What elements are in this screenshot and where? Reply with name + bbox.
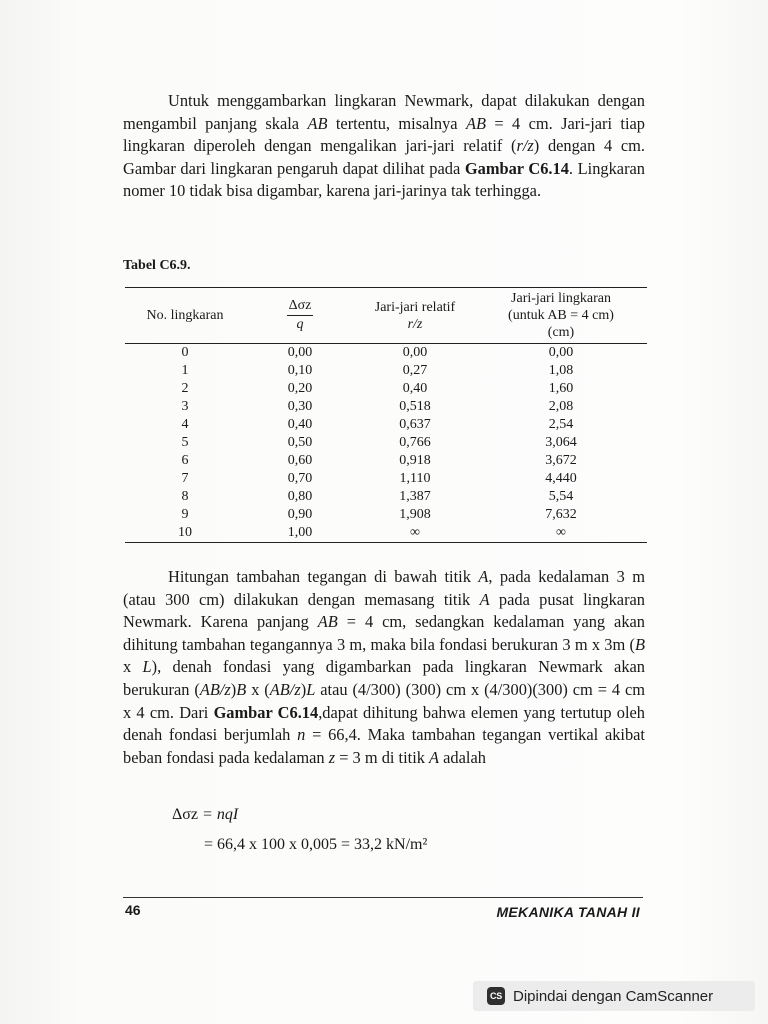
table-cell: 0,00 bbox=[402, 345, 428, 360]
table-cell: 4 bbox=[181, 417, 189, 432]
table-row bbox=[125, 470, 647, 488]
table-cell: 0,20 bbox=[287, 381, 313, 396]
table-row bbox=[125, 524, 647, 543]
table-row bbox=[125, 398, 647, 416]
text-run: B bbox=[236, 679, 247, 699]
table-row bbox=[125, 344, 647, 363]
table-cell: 0,00 bbox=[548, 345, 574, 360]
table-cell: 0,00 bbox=[287, 345, 313, 360]
text-run: , pada kedalaman 3 m (atau 300 cm) dilakukan dengan memasang titik bbox=[123, 567, 645, 609]
text-run: ,dapat dihitung bahwa elemen yang tertutup oleh denah fondasi berjumlah bbox=[123, 702, 645, 745]
text-run: AB bbox=[317, 612, 338, 632]
fraction-denominator: q bbox=[296, 317, 304, 332]
table-cell: 1,00 bbox=[287, 525, 313, 540]
table-row bbox=[125, 380, 647, 398]
table-cell: 3,672 bbox=[545, 453, 577, 468]
watermark-text: Dipindai dengan CamScanner bbox=[513, 987, 714, 1005]
table-cell: 6 bbox=[181, 453, 189, 468]
paragraph-calculation bbox=[123, 566, 645, 769]
table-cell: 0,637 bbox=[399, 417, 431, 432]
text-run: ) bbox=[300, 679, 307, 699]
text-run: adalah bbox=[439, 747, 486, 767]
header-line: Jari-jari lingkaran bbox=[511, 291, 611, 306]
text-run: . Lingkaran nomer 10 tidak bisa digambar, karena jari-jarinya tak terhingga. bbox=[123, 158, 646, 201]
text-run: A bbox=[429, 747, 440, 767]
table-row bbox=[125, 452, 647, 470]
table-cell: 1,387 bbox=[399, 489, 431, 504]
table-cell: ∞ bbox=[556, 525, 566, 540]
text-run: = 4 cm. Jari-jari tiap lingkaran diperoleh dengan mengalikan jari-jari relatif ( bbox=[123, 113, 645, 156]
header-stress-ratio bbox=[245, 288, 355, 344]
footer-divider bbox=[123, 897, 643, 898]
text-run: Hitungan tambahan tegangan di bawah titik bbox=[168, 567, 479, 586]
text-run: L bbox=[306, 679, 316, 699]
table-cell: 0,50 bbox=[287, 435, 313, 450]
paragraph-intro bbox=[123, 90, 645, 203]
table-cell: 1,08 bbox=[548, 363, 574, 378]
text-run: AB/z bbox=[199, 679, 231, 699]
formula-lhs: Δσz bbox=[172, 806, 199, 823]
text-run: B bbox=[634, 634, 645, 654]
table-cell: 0,80 bbox=[287, 489, 313, 504]
table-cell: 9 bbox=[181, 507, 189, 522]
text-run: ), denah fondasi yang digambarkan pada lingkaran Newmark akan berukuran ( bbox=[123, 657, 646, 699]
table-cell: 0,40 bbox=[402, 381, 428, 396]
table-row bbox=[125, 488, 647, 506]
table-cell: 7 bbox=[181, 471, 189, 486]
table-cell: 0,40 bbox=[287, 417, 313, 432]
table-cell: 5 bbox=[181, 435, 189, 450]
table-row bbox=[125, 506, 647, 524]
table-cell: 0,518 bbox=[399, 399, 431, 414]
text-run: AB bbox=[307, 113, 328, 133]
book-title: MEKANIKA TANAH II bbox=[496, 904, 640, 920]
text-run: AB/z bbox=[269, 679, 301, 699]
header-relative-radius bbox=[355, 288, 475, 344]
text-run: Untuk menggambarkan lingkaran Newmark, dapat dilakukan dengan mengambil panjang skala bbox=[123, 91, 645, 133]
table-cell: 1,60 bbox=[548, 381, 574, 396]
newmark-table bbox=[125, 287, 647, 543]
table-cell: 0,918 bbox=[399, 453, 431, 468]
header-line: r/z bbox=[407, 316, 423, 332]
text-run: ) dengan 4 cm. Gambar dari lingkaran pengaruh dapat dilihat pada bbox=[123, 136, 645, 178]
table-cell: 7,632 bbox=[545, 507, 577, 522]
text-run: = 3 m di titik bbox=[335, 747, 430, 767]
table-header-row bbox=[125, 288, 647, 344]
table-cell: 1 bbox=[181, 363, 189, 378]
text-run: x ( bbox=[246, 679, 270, 699]
text-run: ) bbox=[230, 679, 237, 699]
table-cell: 1,110 bbox=[399, 471, 431, 486]
table-cell: 3 bbox=[181, 399, 189, 414]
table-cell: 0,766 bbox=[399, 435, 431, 450]
table-cell: 0 bbox=[181, 345, 189, 360]
header-line: Jari-jari relatif bbox=[374, 299, 456, 315]
text-run: = 4 cm, sedangkan kedalaman yang akan dihitung tambahan tegangannya 3 m, maka bila fondasi berukuran 3 m x 3m ( bbox=[123, 612, 645, 654]
header-circle-radius bbox=[475, 288, 647, 344]
table-cell: 10 bbox=[178, 525, 192, 540]
figure-reference: Gambar C6.14 bbox=[464, 158, 569, 178]
text-run: = 66,4. Maka tambahan tegangan vertikal akibat beban fondasi pada kedalaman bbox=[123, 725, 645, 767]
camscanner-logo-icon: CS bbox=[487, 987, 505, 1005]
table-cell: 0,27 bbox=[402, 363, 428, 378]
table-cell: 0,70 bbox=[287, 471, 313, 486]
table-row bbox=[125, 362, 647, 380]
table-caption: Tabel C6.9. bbox=[123, 258, 191, 273]
text-run: atau (4/300) (300) cm x (4/300)(300) cm = 4 cm x 4 cm. Dari bbox=[123, 679, 645, 722]
table-cell: 0,90 bbox=[287, 507, 313, 522]
formula-rhs: = nqI bbox=[198, 806, 239, 823]
text-run: pada pusat lingkaran Newmark. Karena panjang bbox=[123, 589, 646, 632]
header-no-lingkaran: No. lingkaran bbox=[146, 308, 224, 323]
figure-reference: Gambar C6.14 bbox=[213, 702, 319, 722]
table-cell: 0,10 bbox=[287, 363, 313, 378]
table-row bbox=[125, 416, 647, 434]
table-cell: 1,908 bbox=[399, 507, 431, 522]
table-row bbox=[125, 434, 647, 452]
text-run: A bbox=[478, 567, 489, 586]
table-cell: 4,440 bbox=[545, 471, 577, 486]
text-run: n bbox=[297, 725, 306, 745]
text-run: L bbox=[142, 657, 152, 677]
table-cell: 5,54 bbox=[548, 489, 574, 504]
table-cell: 2 bbox=[181, 381, 189, 396]
table-cell: 2,08 bbox=[548, 399, 574, 414]
table-cell: 2,54 bbox=[548, 417, 574, 432]
text-run: AB bbox=[465, 113, 486, 133]
formula-line-1 bbox=[172, 800, 427, 830]
page-number: 46 bbox=[125, 902, 141, 918]
camscanner-watermark bbox=[473, 981, 755, 1011]
table-cell: 0,30 bbox=[287, 399, 313, 414]
header-line: (untuk AB = 4 cm) bbox=[508, 308, 614, 323]
table-cell: 8 bbox=[181, 489, 189, 504]
table-cell: ∞ bbox=[410, 525, 420, 540]
table-cell: 3,064 bbox=[545, 435, 577, 450]
fraction-numerator: Δσz bbox=[287, 297, 314, 316]
text-run: x bbox=[123, 657, 143, 677]
formula-line-2: = 66,4 x 100 x 0,005 = 33,2 kN/m² bbox=[204, 836, 428, 853]
table-cell: 0,60 bbox=[287, 453, 313, 468]
stress-ratio-fraction bbox=[287, 297, 314, 334]
header-line: (cm) bbox=[547, 325, 575, 340]
text-run: A bbox=[479, 589, 490, 609]
text-run: tertentu, misalnya bbox=[327, 113, 466, 133]
text-run: r/z bbox=[516, 136, 534, 156]
text-run: z bbox=[328, 747, 336, 767]
stress-formula bbox=[172, 800, 427, 860]
